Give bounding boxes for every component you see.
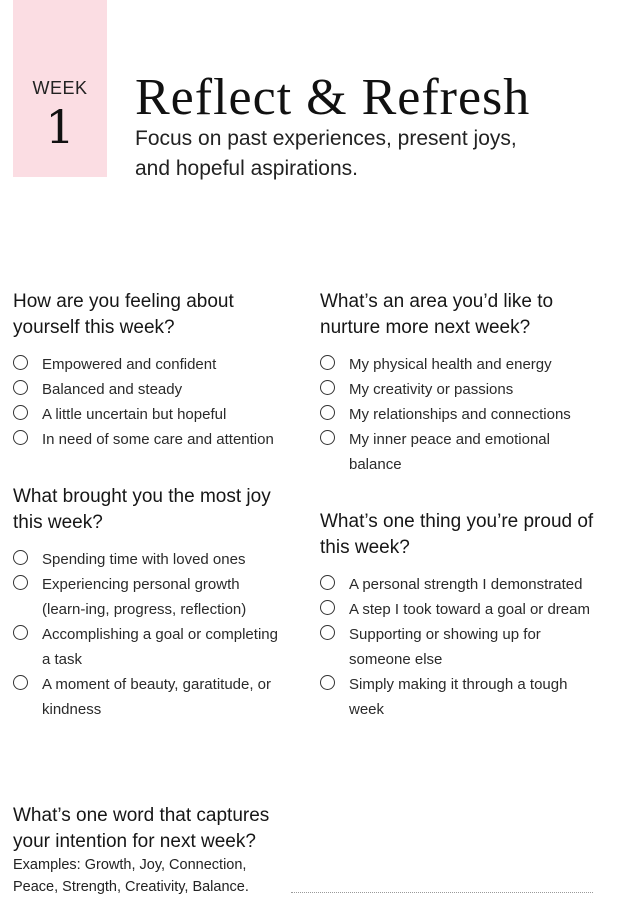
option-label: My inner peace and emotional balance <box>349 431 550 473</box>
question-word: What’s one word that captures your intention for next week? <box>13 805 270 852</box>
radio-button[interactable] <box>13 430 28 445</box>
option-label: Simply making it through a tough week <box>349 676 568 718</box>
week-badge <box>13 0 107 177</box>
question-feeling: How are you feeling about yourself this week? <box>13 291 234 338</box>
option-label: Balanced and steady <box>42 381 183 398</box>
list-item[interactable] <box>320 597 600 622</box>
list-item[interactable] <box>320 622 600 672</box>
radio-button[interactable] <box>320 430 335 445</box>
list-item[interactable] <box>320 572 600 597</box>
question-joy: What brought you the most joy this week? <box>13 486 271 533</box>
list-item[interactable] <box>320 377 590 402</box>
list-item[interactable] <box>320 402 590 427</box>
option-label: Experiencing personal growth (learn-ing, progress, reflection) <box>42 576 247 618</box>
list-item[interactable] <box>13 352 293 377</box>
page-title: Reflect & Refresh <box>135 69 531 126</box>
options-proud <box>320 572 600 722</box>
options-nurture <box>320 352 590 477</box>
list-item[interactable] <box>13 572 285 622</box>
list-item[interactable] <box>13 672 285 722</box>
radio-button[interactable] <box>320 675 335 690</box>
option-label: My relationships and connections <box>349 406 571 423</box>
option-label: A step I took toward a goal or dream <box>349 601 590 618</box>
radio-button[interactable] <box>13 550 28 565</box>
radio-button[interactable] <box>320 575 335 590</box>
list-item[interactable] <box>320 352 590 377</box>
radio-button[interactable] <box>320 625 335 640</box>
option-label: Accomplishing a goal or completing a task <box>42 626 278 668</box>
radio-button[interactable] <box>13 355 28 370</box>
answer-line-input[interactable] <box>291 892 593 893</box>
radio-button[interactable] <box>320 405 335 420</box>
options-joy <box>13 547 285 722</box>
option-label: Empowered and confident <box>42 356 217 373</box>
list-item[interactable] <box>13 427 293 452</box>
option-label: My creativity or passions <box>349 381 514 398</box>
options-feeling <box>13 352 293 452</box>
radio-button[interactable] <box>13 625 28 640</box>
week-number: 1 <box>45 100 75 154</box>
list-item[interactable] <box>13 377 293 402</box>
radio-button[interactable] <box>13 380 28 395</box>
week-label: WEEK <box>32 78 88 98</box>
question-nurture: What’s an area you’d like to nurture more next week? <box>320 291 554 338</box>
radio-button[interactable] <box>320 355 335 370</box>
option-label: Spending time with loved ones <box>42 551 246 568</box>
option-label: A personal strength I demonstrated <box>349 576 583 593</box>
list-item[interactable] <box>320 672 600 722</box>
radio-button[interactable] <box>320 600 335 615</box>
radio-button[interactable] <box>13 575 28 590</box>
list-item[interactable] <box>13 547 285 572</box>
option-label: A moment of beauty, garatitude, or kindness <box>42 676 272 718</box>
option-label: In need of some care and attention <box>42 431 274 448</box>
list-item[interactable] <box>320 427 590 477</box>
option-label: A little uncertain but hopeful <box>42 406 227 423</box>
radio-button[interactable] <box>320 380 335 395</box>
option-label: My physical health and energy <box>349 356 552 373</box>
page-subtitle: Focus on past experiences, present joys, and hopeful aspirations. <box>135 127 517 180</box>
radio-button[interactable] <box>13 675 28 690</box>
examples-text: Examples: Growth, Joy, Connection, Peace, Strength, Creativity, Balance. <box>13 857 249 895</box>
list-item[interactable] <box>13 622 285 672</box>
question-proud: What’s one thing you’re proud of this week? <box>320 511 594 558</box>
option-label: Supporting or showing up for someone else <box>349 626 541 668</box>
radio-button[interactable] <box>13 405 28 420</box>
list-item[interactable] <box>13 402 293 427</box>
